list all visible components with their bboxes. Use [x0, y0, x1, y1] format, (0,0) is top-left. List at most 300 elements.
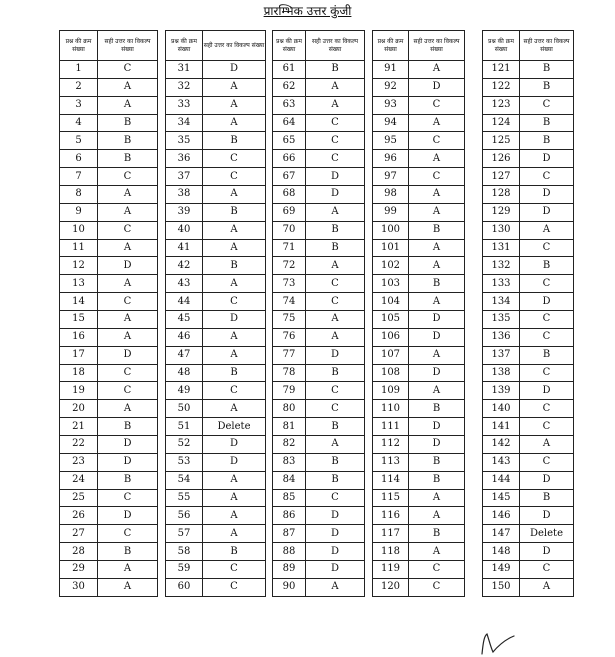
- answer-cell: D: [203, 61, 266, 79]
- table-row: [373, 96, 465, 114]
- answer-cell: C: [306, 132, 365, 150]
- table-row: [166, 507, 266, 525]
- question-number-cell: 31: [166, 61, 203, 79]
- question-number-cell: 64: [273, 114, 306, 132]
- table-row: [373, 186, 465, 204]
- question-number-cell: 149: [483, 561, 520, 579]
- question-number-cell: 85: [273, 489, 306, 507]
- question-number-cell: 71: [273, 239, 306, 257]
- question-number-cell: 91: [373, 61, 409, 79]
- answer-cell: C: [409, 578, 465, 596]
- answer-cell: B: [409, 453, 465, 471]
- answer-cell: C: [98, 293, 158, 311]
- table-row: [483, 221, 574, 239]
- question-number-cell: 120: [373, 578, 409, 596]
- table-row: [273, 561, 365, 579]
- question-number-cell: 126: [483, 150, 520, 168]
- table-row: [60, 132, 158, 150]
- table-row: [483, 275, 574, 293]
- table-row: [373, 578, 465, 596]
- question-number-cell: 107: [373, 346, 409, 364]
- question-number-cell: 14: [60, 293, 98, 311]
- answer-cell: A: [409, 382, 465, 400]
- answer-cell: D: [98, 257, 158, 275]
- answer-cell: C: [203, 293, 266, 311]
- answer-cell: C: [520, 400, 574, 418]
- table-row: [273, 578, 365, 596]
- question-number-cell: 77: [273, 346, 306, 364]
- question-number-cell: 130: [483, 221, 520, 239]
- question-number-cell: 83: [273, 453, 306, 471]
- table-row: [166, 186, 266, 204]
- answer-cell: C: [306, 382, 365, 400]
- table-row: [273, 328, 365, 346]
- table-row: [60, 275, 158, 293]
- answer-cell: B: [520, 346, 574, 364]
- table-row: [373, 275, 465, 293]
- question-number-cell: 53: [166, 453, 203, 471]
- question-number-cell: 123: [483, 96, 520, 114]
- answer-cell: A: [98, 96, 158, 114]
- question-number-cell: 40: [166, 221, 203, 239]
- table-row: [166, 203, 266, 221]
- table-header-row: [483, 31, 574, 61]
- table-row: [373, 489, 465, 507]
- table-body: [60, 61, 158, 597]
- question-number-cell: 82: [273, 436, 306, 454]
- table-row: [60, 578, 158, 596]
- answer-cell: A: [98, 400, 158, 418]
- table-row: [166, 239, 266, 257]
- question-number-cell: 104: [373, 293, 409, 311]
- table-row: [273, 168, 365, 186]
- table-row: [483, 311, 574, 329]
- table-row: [273, 364, 365, 382]
- answer-cell: A: [203, 328, 266, 346]
- table-row: [373, 150, 465, 168]
- question-number-cell: 15: [60, 311, 98, 329]
- table-row: [166, 453, 266, 471]
- table-row: [373, 364, 465, 382]
- question-number-cell: 17: [60, 346, 98, 364]
- question-number-cell: 99: [373, 203, 409, 221]
- answer-cell: C: [98, 168, 158, 186]
- answer-cell: A: [203, 507, 266, 525]
- answer-cell: A: [306, 96, 365, 114]
- table-row: [483, 114, 574, 132]
- question-number-cell: 33: [166, 96, 203, 114]
- question-number-cell: 8: [60, 186, 98, 204]
- table-body: [483, 61, 574, 597]
- table-row: [60, 61, 158, 79]
- answer-cell: B: [520, 257, 574, 275]
- answer-cell: B: [520, 61, 574, 79]
- answer-cell: D: [409, 364, 465, 382]
- table-row: [373, 203, 465, 221]
- answer-cell: C: [98, 221, 158, 239]
- table-row: [166, 132, 266, 150]
- question-number-cell: 68: [273, 186, 306, 204]
- question-number-cell: 75: [273, 311, 306, 329]
- table-row: [273, 114, 365, 132]
- table-row: [483, 525, 574, 543]
- table-row: [483, 489, 574, 507]
- answer-table-2: [165, 30, 266, 597]
- answer-cell: A: [409, 489, 465, 507]
- table-row: [483, 96, 574, 114]
- answer-cell: D: [98, 436, 158, 454]
- table-row: [60, 293, 158, 311]
- table-row: [483, 186, 574, 204]
- question-number-cell: 9: [60, 203, 98, 221]
- table-row: [60, 418, 158, 436]
- table-row: [60, 78, 158, 96]
- question-number-cell: 27: [60, 525, 98, 543]
- table-row: [273, 489, 365, 507]
- question-number-cell: 55: [166, 489, 203, 507]
- table-row: [373, 132, 465, 150]
- answer-cell: A: [98, 275, 158, 293]
- table-row: [166, 328, 266, 346]
- table-row: [483, 61, 574, 79]
- table-row: [273, 346, 365, 364]
- table-row: [483, 364, 574, 382]
- table-row: [60, 150, 158, 168]
- answer-cell: A: [409, 257, 465, 275]
- answer-cell: B: [306, 61, 365, 79]
- table-row: [483, 382, 574, 400]
- table-row: [373, 471, 465, 489]
- question-number-cell: 47: [166, 346, 203, 364]
- answer-header: सही उत्तर का विकल्प संख्या: [520, 31, 574, 61]
- answer-cell: B: [306, 239, 365, 257]
- answer-cell: A: [409, 346, 465, 364]
- answer-cell: C: [306, 293, 365, 311]
- table-row: [273, 543, 365, 561]
- table-row: [60, 400, 158, 418]
- answer-cell: A: [409, 186, 465, 204]
- table-body: [273, 61, 365, 597]
- question-no-header: प्रश्न की क्रम संख्या: [373, 31, 409, 61]
- table-row: [60, 453, 158, 471]
- question-number-cell: 12: [60, 257, 98, 275]
- answer-cell: B: [98, 471, 158, 489]
- table-row: [166, 578, 266, 596]
- table-row: [373, 114, 465, 132]
- table-row: [60, 239, 158, 257]
- answer-cell: A: [306, 436, 365, 454]
- answer-cell: B: [203, 543, 266, 561]
- table-row: [373, 436, 465, 454]
- question-number-cell: 127: [483, 168, 520, 186]
- table-row: [273, 418, 365, 436]
- table-row: [60, 346, 158, 364]
- answer-cell: A: [520, 221, 574, 239]
- table-row: [483, 132, 574, 150]
- question-number-cell: 38: [166, 186, 203, 204]
- answer-cell: A: [520, 436, 574, 454]
- table-row: [166, 293, 266, 311]
- answer-cell: D: [306, 168, 365, 186]
- question-number-cell: 78: [273, 364, 306, 382]
- answer-cell: B: [520, 489, 574, 507]
- question-number-cell: 10: [60, 221, 98, 239]
- question-number-cell: 24: [60, 471, 98, 489]
- answer-cell: B: [520, 114, 574, 132]
- answer-cell: B: [98, 132, 158, 150]
- question-number-cell: 1: [60, 61, 98, 79]
- answer-cell: B: [520, 132, 574, 150]
- table-row: [166, 489, 266, 507]
- table-row: [166, 436, 266, 454]
- table-row: [166, 78, 266, 96]
- answer-cell: C: [520, 364, 574, 382]
- question-number-cell: 92: [373, 78, 409, 96]
- question-number-cell: 3: [60, 96, 98, 114]
- answer-cell: B: [409, 525, 465, 543]
- question-number-cell: 46: [166, 328, 203, 346]
- question-number-cell: 21: [60, 418, 98, 436]
- table-row: [60, 436, 158, 454]
- answer-cell: A: [203, 346, 266, 364]
- table-row: [166, 364, 266, 382]
- answer-cell: D: [520, 507, 574, 525]
- answer-cell: C: [409, 561, 465, 579]
- question-number-cell: 131: [483, 239, 520, 257]
- answer-cell: D: [306, 346, 365, 364]
- table-row: [273, 275, 365, 293]
- table-row: [60, 364, 158, 382]
- question-number-cell: 134: [483, 293, 520, 311]
- answer-table-1: [59, 30, 158, 597]
- answer-cell: B: [409, 400, 465, 418]
- question-number-cell: 60: [166, 578, 203, 596]
- table-row: [373, 257, 465, 275]
- answer-cell: D: [306, 186, 365, 204]
- question-number-cell: 4: [60, 114, 98, 132]
- table-row: [483, 168, 574, 186]
- question-number-cell: 117: [373, 525, 409, 543]
- question-number-cell: 73: [273, 275, 306, 293]
- table-row: [273, 203, 365, 221]
- answer-cell: A: [306, 578, 365, 596]
- table-row: [60, 257, 158, 275]
- question-no-header: प्रश्न की क्रम संख्या: [60, 31, 98, 61]
- answer-cell: A: [409, 543, 465, 561]
- table-row: [373, 382, 465, 400]
- question-no-header: प्रश्न की क्रम संख्या: [166, 31, 203, 61]
- answer-cell: B: [203, 132, 266, 150]
- answer-cell: A: [98, 561, 158, 579]
- table-row: [60, 382, 158, 400]
- question-number-cell: 135: [483, 311, 520, 329]
- answer-table-5: [482, 30, 574, 597]
- table-row: [60, 311, 158, 329]
- answer-cell: A: [306, 311, 365, 329]
- answer-cell: C: [98, 61, 158, 79]
- question-number-cell: 140: [483, 400, 520, 418]
- question-number-cell: 119: [373, 561, 409, 579]
- answer-cell: C: [98, 525, 158, 543]
- table-row: [273, 150, 365, 168]
- answer-cell: A: [306, 257, 365, 275]
- answer-cell: D: [520, 203, 574, 221]
- table-row: [166, 221, 266, 239]
- answer-cell: C: [203, 168, 266, 186]
- answer-cell: C: [520, 96, 574, 114]
- table-row: [373, 293, 465, 311]
- question-number-cell: 61: [273, 61, 306, 79]
- question-number-cell: 57: [166, 525, 203, 543]
- answer-cell: B: [203, 257, 266, 275]
- table-row: [273, 221, 365, 239]
- answer-cell: A: [520, 578, 574, 596]
- question-number-cell: 109: [373, 382, 409, 400]
- answer-cell: A: [409, 150, 465, 168]
- answer-cell: C: [520, 311, 574, 329]
- question-number-cell: 122: [483, 78, 520, 96]
- question-number-cell: 80: [273, 400, 306, 418]
- question-number-cell: 95: [373, 132, 409, 150]
- table-row: [273, 382, 365, 400]
- answer-cell: A: [306, 203, 365, 221]
- question-number-cell: 115: [373, 489, 409, 507]
- question-number-cell: 2: [60, 78, 98, 96]
- question-number-cell: 18: [60, 364, 98, 382]
- answer-cell: C: [520, 239, 574, 257]
- table-row: [483, 418, 574, 436]
- question-number-cell: 148: [483, 543, 520, 561]
- question-number-cell: 65: [273, 132, 306, 150]
- answer-cell: D: [520, 471, 574, 489]
- table-header-row: [60, 31, 158, 61]
- answer-cell: A: [409, 293, 465, 311]
- answer-cell: C: [409, 168, 465, 186]
- question-number-cell: 101: [373, 239, 409, 257]
- answer-cell: A: [203, 400, 266, 418]
- signature-mark: [478, 630, 518, 657]
- question-number-cell: 52: [166, 436, 203, 454]
- question-number-cell: 50: [166, 400, 203, 418]
- question-number-cell: 124: [483, 114, 520, 132]
- answer-cell: C: [306, 400, 365, 418]
- table-row: [166, 311, 266, 329]
- answer-cell: C: [409, 132, 465, 150]
- answer-cell: C: [306, 489, 365, 507]
- answer-cell: A: [409, 203, 465, 221]
- question-number-cell: 129: [483, 203, 520, 221]
- answer-cell: Delete: [520, 525, 574, 543]
- table-row: [483, 346, 574, 364]
- answer-cell: B: [306, 418, 365, 436]
- answer-cell: C: [520, 328, 574, 346]
- table-row: [483, 78, 574, 96]
- question-number-cell: 106: [373, 328, 409, 346]
- table-row: [483, 471, 574, 489]
- table-row: [273, 525, 365, 543]
- answer-cell: C: [520, 453, 574, 471]
- table-row: [483, 239, 574, 257]
- answer-cell: D: [98, 453, 158, 471]
- table-row: [273, 436, 365, 454]
- table-row: [60, 507, 158, 525]
- answer-cell: A: [203, 221, 266, 239]
- table-row: [373, 543, 465, 561]
- question-no-header: प्रश्न की क्रम संख्या: [483, 31, 520, 61]
- answer-cell: A: [98, 578, 158, 596]
- table-row: [273, 239, 365, 257]
- question-number-cell: 19: [60, 382, 98, 400]
- question-number-cell: 28: [60, 543, 98, 561]
- answer-cell: D: [409, 436, 465, 454]
- question-number-cell: 70: [273, 221, 306, 239]
- answer-cell: B: [203, 364, 266, 382]
- answer-cell: D: [306, 507, 365, 525]
- table-row: [273, 400, 365, 418]
- answer-cell: C: [306, 150, 365, 168]
- question-number-cell: 144: [483, 471, 520, 489]
- answer-cell: A: [98, 203, 158, 221]
- answer-cell: A: [98, 78, 158, 96]
- table-row: [273, 78, 365, 96]
- question-number-cell: 42: [166, 257, 203, 275]
- question-number-cell: 89: [273, 561, 306, 579]
- question-number-cell: 84: [273, 471, 306, 489]
- question-number-cell: 102: [373, 257, 409, 275]
- table-row: [483, 257, 574, 275]
- question-number-cell: 26: [60, 507, 98, 525]
- answer-cell: C: [520, 275, 574, 293]
- question-number-cell: 41: [166, 239, 203, 257]
- table-row: [483, 436, 574, 454]
- question-number-cell: 76: [273, 328, 306, 346]
- answer-cell: A: [306, 78, 365, 96]
- table-row: [166, 275, 266, 293]
- question-number-cell: 74: [273, 293, 306, 311]
- table-row: [60, 96, 158, 114]
- table-row: [273, 132, 365, 150]
- table-row: [483, 543, 574, 561]
- answer-cell: C: [409, 96, 465, 114]
- table-row: [373, 346, 465, 364]
- answer-cell: A: [203, 471, 266, 489]
- table-row: [166, 346, 266, 364]
- table-row: [166, 561, 266, 579]
- table-header-row: [273, 31, 365, 61]
- question-number-cell: 93: [373, 96, 409, 114]
- answer-cell: B: [306, 471, 365, 489]
- question-number-cell: 32: [166, 78, 203, 96]
- page-title: [0, 2, 615, 19]
- answer-cell: D: [306, 543, 365, 561]
- answer-cell: B: [306, 364, 365, 382]
- question-number-cell: 13: [60, 275, 98, 293]
- answer-cell: C: [520, 168, 574, 186]
- question-number-cell: 96: [373, 150, 409, 168]
- answer-cell: A: [409, 507, 465, 525]
- question-number-cell: 133: [483, 275, 520, 293]
- table-row: [166, 168, 266, 186]
- answer-cell: C: [203, 150, 266, 168]
- table-row: [166, 257, 266, 275]
- answer-cell: D: [409, 418, 465, 436]
- answer-cell: A: [203, 96, 266, 114]
- table-row: [166, 525, 266, 543]
- question-number-cell: 108: [373, 364, 409, 382]
- question-number-cell: 121: [483, 61, 520, 79]
- table-row: [166, 471, 266, 489]
- table-row: [273, 507, 365, 525]
